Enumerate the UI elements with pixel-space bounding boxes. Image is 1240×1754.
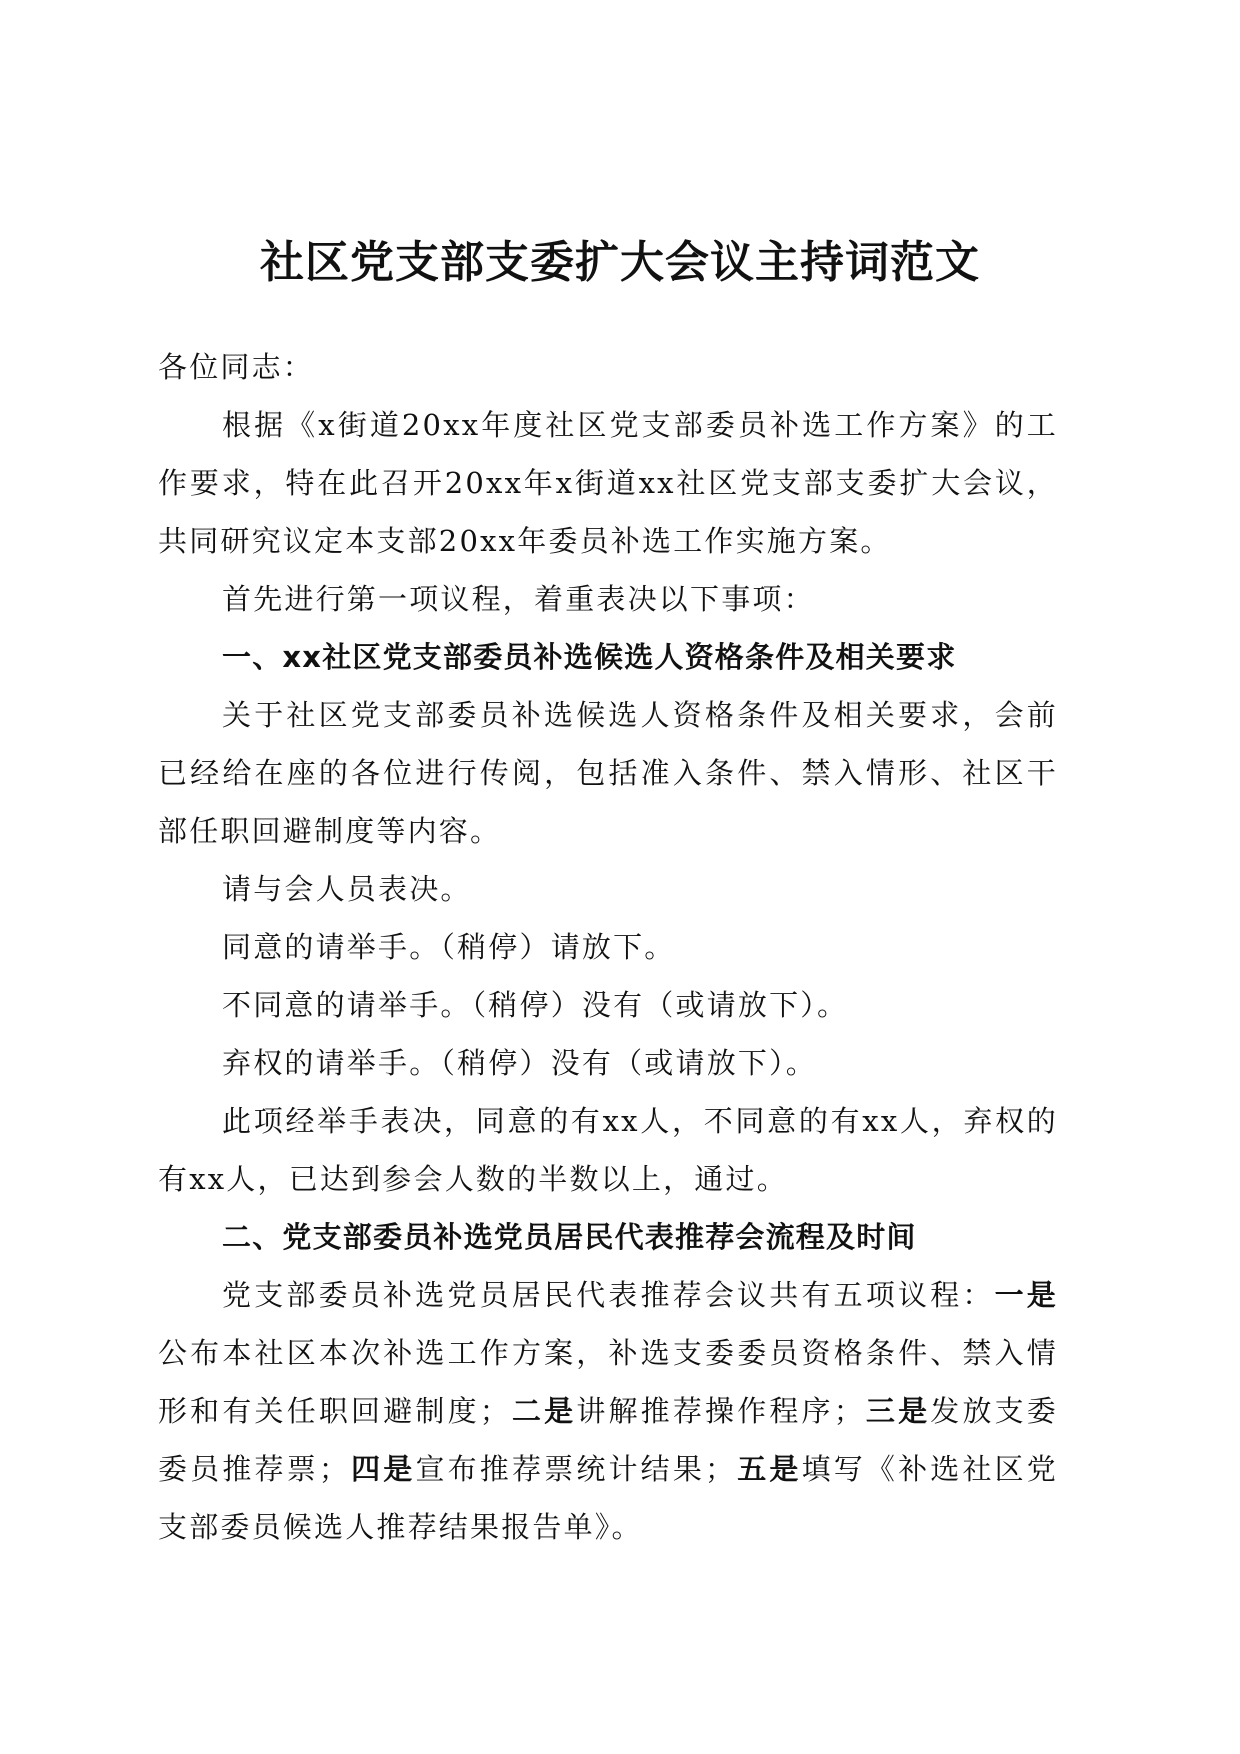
agenda-keyword-4: 四是 bbox=[350, 1452, 416, 1486]
vote-disagree: 不同意的请举手。（稍停）没有（或请放下）。 bbox=[222, 988, 849, 1022]
section-2-heading: 二、党支部委员补选党员居民代表推荐会流程及时间 bbox=[222, 1220, 917, 1254]
agenda-item-3: 发放支委委员推荐票； bbox=[158, 1394, 1059, 1486]
vote-request: 请与会人员表决。 bbox=[222, 872, 472, 906]
agenda-item-4: 宣布推荐票统计结果； bbox=[415, 1452, 737, 1486]
salutation: 各位同志： bbox=[158, 350, 315, 384]
agenda-intro: 首先进行第一项议程，着重表决以下事项： bbox=[222, 582, 815, 616]
agenda-keyword-2: 二是 bbox=[510, 1394, 577, 1428]
agenda-lead-text: 党支部委员补选党员居民代表推荐会议共有五项议程： bbox=[222, 1278, 995, 1312]
section-1-heading: 一、xx社区党支部委员补选候选人资格条件及相关要求 bbox=[222, 640, 957, 674]
vote-abstain: 弃权的请举手。（稍停）没有（或请放下）。 bbox=[222, 1046, 818, 1080]
document-body bbox=[158, 338, 1058, 1556]
section-2-agenda-paragraph bbox=[158, 1266, 1058, 1556]
agenda-keyword-5: 五是 bbox=[736, 1452, 802, 1486]
section-1-description: 关于社区党支部委员补选候选人资格条件及相关要求，会前已经给在座的各位进行传阅，包括准入条件、禁入情形、社区干部任职回避制度等内容。 bbox=[158, 698, 1058, 848]
vote-result: 此项经举手表决，同意的有xx人，不同意的有xx人，弃权的有xx人，已达到参会人数的半数以上，通过。 bbox=[158, 1104, 1058, 1196]
agenda-item-1: 公布本社区本次补选工作方案，补选支委委员资格条件、禁入情形和有关任职回避制度； bbox=[158, 1336, 1058, 1428]
agenda-keyword-3: 三是 bbox=[864, 1394, 931, 1428]
agenda-item-2: 讲解推荐操作程序； bbox=[576, 1394, 865, 1428]
agenda-item-5: 填写《补选社区党支部委员候选人推荐结果报告单》。 bbox=[158, 1452, 1059, 1544]
intro-paragraph: 根据《x街道20xx年度社区党支部委员补选工作方案》的工作要求，特在此召开20xx年x街道xx社区党支部支委扩大会议，共同研究议定本支部20xx年委员补选工作实施方案。 bbox=[158, 408, 1058, 558]
document-title: 社区党支部支委扩大会议主持词范文 bbox=[260, 237, 980, 288]
vote-agree: 同意的请举手。（稍停）请放下。 bbox=[222, 930, 676, 964]
agenda-keyword-1: 一是 bbox=[994, 1278, 1058, 1312]
